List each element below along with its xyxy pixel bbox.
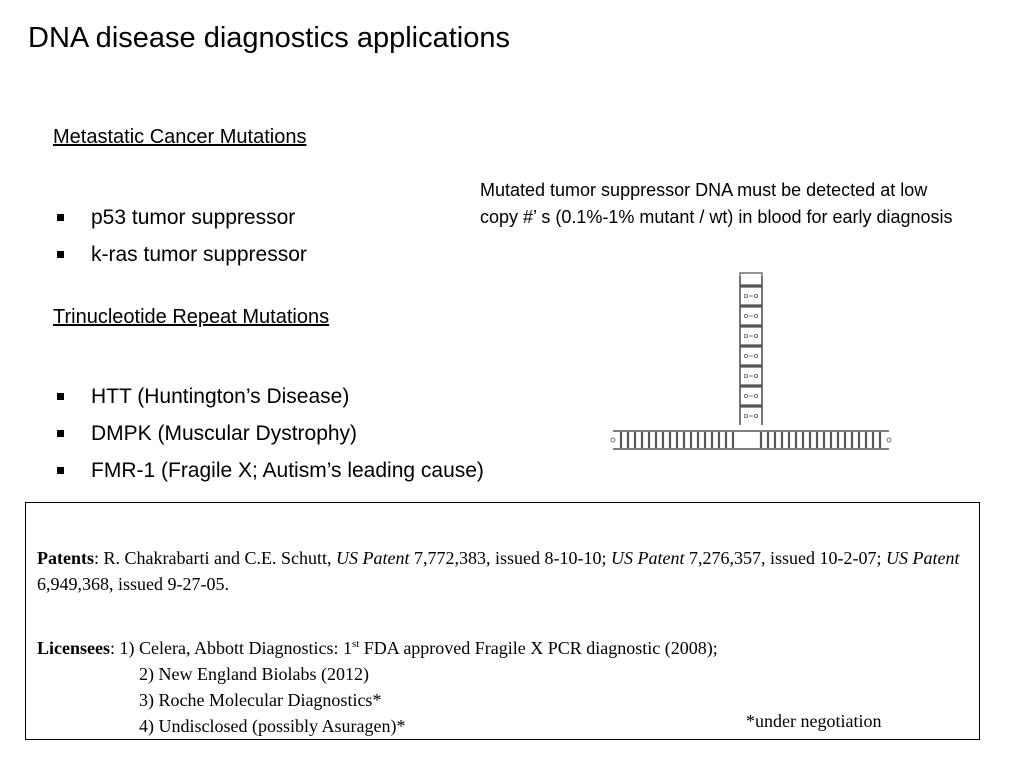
square-bullet-icon xyxy=(57,214,64,221)
patents-text: 7,276,357, issued 10-2-07; xyxy=(684,548,886,568)
licensee-text: 2) New England Biolabs (2012) xyxy=(139,664,369,684)
trinucleotide-mutation-list xyxy=(53,378,484,489)
licensee-text: 3) Roche Molecular Diagnostics* xyxy=(139,690,382,710)
patent-term: US Patent xyxy=(885,548,960,568)
patents-text: : R. Chakrabarti and C.E. Schutt, xyxy=(94,548,336,568)
licensee-text: : 1) Celera, Abbott Diagnostics: 1 xyxy=(109,638,352,658)
licensee-text: FDA approved Fragile X PCR diagnostic (2008); xyxy=(359,638,718,658)
list-item-text: HTT (Huntington’s Disease) xyxy=(91,384,350,408)
list-item xyxy=(53,415,484,452)
section-heading-cancer: Metastatic Cancer Mutations xyxy=(53,126,307,148)
list-item-text: p53 tumor suppressor xyxy=(91,205,296,229)
square-bullet-icon xyxy=(57,467,64,474)
dna-structure-diagram xyxy=(605,270,897,456)
licensee-row xyxy=(37,635,972,661)
patent-term: US Patent xyxy=(610,548,685,568)
list-item-text: FMR-1 (Fragile X; Autism’s leading cause) xyxy=(91,458,484,482)
licensee-text: 4) Undisclosed (possibly Asuragen)* xyxy=(139,716,406,736)
patents-text: 7,772,383, issued 8-10-10; xyxy=(409,548,611,568)
references-box xyxy=(25,502,980,740)
negotiation-footnote: *under negotiation xyxy=(746,711,882,731)
detection-note: Mutated tumor suppressor DNA must be detected at low copy #’ s (0.1%-1% mutant / wt) in blood for early diagnosis xyxy=(480,180,953,227)
list-item-text: DMPK (Muscular Dystrophy) xyxy=(91,421,358,445)
patent-term: US Patent xyxy=(335,548,410,568)
list-item-text: k-ras tumor suppressor xyxy=(91,242,307,266)
licensee-row xyxy=(37,661,972,687)
square-bullet-icon xyxy=(57,430,64,437)
licensees-label: Licensees xyxy=(37,638,110,658)
list-item xyxy=(53,452,484,489)
slide-title: DNA disease diagnostics applications xyxy=(28,22,510,54)
patents-label: Patents xyxy=(37,548,94,568)
licensee-row xyxy=(37,687,972,713)
list-item xyxy=(53,378,484,415)
patents-text: 6,949,368, issued 9-27-05. xyxy=(37,574,229,594)
section-heading-trinucleotide: Trinucleotide Repeat Mutations xyxy=(53,306,330,328)
list-item xyxy=(53,236,307,273)
square-bullet-icon xyxy=(57,251,64,258)
cancer-mutation-list xyxy=(53,199,307,273)
patents-paragraph xyxy=(37,545,972,597)
ordinal-superscript: st xyxy=(351,638,360,650)
list-item xyxy=(53,199,307,236)
square-bullet-icon xyxy=(57,393,64,400)
